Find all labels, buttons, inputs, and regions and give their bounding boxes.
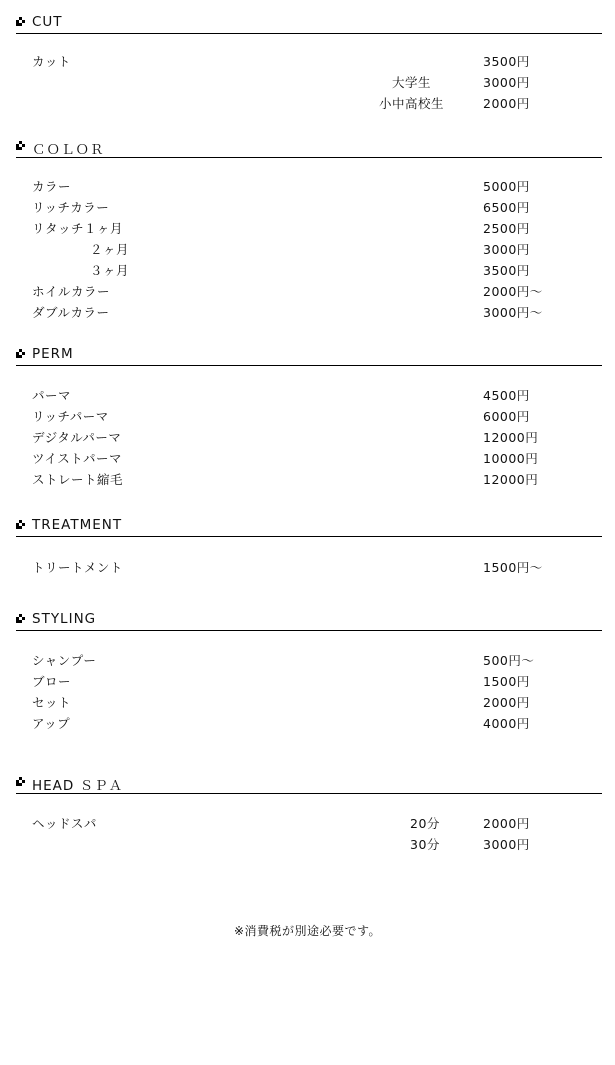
item-price: 500円～	[483, 653, 535, 668]
menu-row	[0, 177, 615, 198]
checker-bullet-icon	[16, 141, 25, 150]
section-header	[16, 15, 602, 34]
item-price: 1500円	[483, 674, 530, 689]
menu-row	[0, 73, 615, 94]
item-price: 12000円	[483, 430, 539, 445]
section-header	[16, 612, 602, 631]
item-price: 3500円	[483, 263, 530, 278]
item-price: 4500円	[483, 388, 530, 403]
item-price: 2500円	[483, 221, 530, 236]
item-price: 6000円	[483, 409, 530, 424]
item-name: カット	[32, 54, 71, 69]
item-price: 2000円～	[483, 284, 543, 299]
item-name: リッチパーマ	[32, 409, 109, 424]
item-name: パーマ	[32, 388, 72, 403]
item-price: 3000円～	[483, 305, 543, 320]
menu-row	[0, 198, 615, 219]
section-header	[16, 139, 602, 158]
item-name: リッチカラー	[32, 200, 110, 215]
item-price: 4000円	[483, 716, 530, 731]
menu-row	[0, 693, 615, 714]
section-title: PERM	[32, 346, 74, 362]
menu-row	[0, 386, 615, 407]
item-name: ブロー	[32, 674, 72, 689]
menu-row	[0, 282, 615, 303]
tax-note: ※消費税が別途必要です。	[233, 924, 382, 938]
menu-row	[0, 219, 615, 240]
section-header	[16, 775, 602, 794]
section-title: STYLING	[32, 611, 97, 627]
item-name: デジタルパーマ	[32, 430, 122, 445]
menu-row	[0, 672, 615, 693]
menu-row	[0, 261, 615, 282]
menu-row	[0, 651, 615, 672]
item-price: 3000円	[483, 75, 530, 90]
item-sub: 大学生	[392, 75, 432, 90]
section-title: HEAD ＳＰＡ	[32, 778, 124, 794]
item-name: ツイストパーマ	[32, 451, 123, 466]
menu-row	[0, 240, 615, 261]
item-name: リタッチ１ヶ月	[32, 221, 124, 236]
item-price: 3000円	[483, 837, 530, 852]
item-sub: 30分	[410, 837, 440, 852]
checker-bullet-icon	[16, 614, 25, 623]
checker-bullet-icon	[16, 17, 25, 26]
item-name: ストレート縮毛	[32, 472, 124, 487]
menu-row	[0, 714, 615, 735]
checker-bullet-icon	[16, 349, 25, 358]
item-price: 1500円～	[483, 560, 543, 575]
menu-row	[0, 303, 615, 324]
item-price: 5000円	[483, 179, 530, 194]
menu-row	[0, 470, 615, 491]
section-title: CUT	[32, 14, 63, 30]
item-name: ３ヶ月	[90, 263, 130, 278]
item-price: 10000円	[483, 451, 539, 466]
item-name: トリートメント	[32, 560, 123, 575]
item-name: ホイルカラー	[32, 284, 111, 299]
item-price: 12000円	[483, 472, 539, 487]
item-price: 2000円	[483, 816, 530, 831]
item-name: シャンプー	[32, 653, 97, 668]
checker-bullet-icon	[16, 777, 25, 786]
section-title: ＣＯＬＯＲ	[32, 142, 105, 158]
section-header	[16, 518, 602, 537]
item-name: アップ	[32, 716, 71, 731]
section-header	[16, 347, 602, 366]
section-title: TREATMENT	[32, 517, 123, 533]
menu-row	[0, 52, 615, 73]
item-price: 2000円	[483, 695, 530, 710]
item-price: 2000円	[483, 96, 530, 111]
menu-row	[0, 449, 615, 470]
item-price: 6500円	[483, 200, 530, 215]
item-name: セット	[32, 695, 72, 710]
menu-row	[0, 558, 615, 579]
item-name: カラー	[32, 179, 72, 194]
checker-bullet-icon	[16, 520, 25, 529]
item-sub: 20分	[410, 816, 440, 831]
item-name: ２ヶ月	[90, 242, 130, 257]
menu-row	[0, 835, 615, 856]
menu-row	[0, 428, 615, 449]
menu-row	[0, 94, 615, 115]
menu-row	[0, 407, 615, 428]
item-sub: 小中高校生	[379, 96, 445, 111]
item-price: 3000円	[483, 242, 530, 257]
item-name: ダブルカラー	[32, 305, 110, 320]
menu-row	[0, 814, 615, 835]
item-price: 3500円	[483, 54, 530, 69]
item-name: ヘッドスパ	[32, 816, 97, 831]
